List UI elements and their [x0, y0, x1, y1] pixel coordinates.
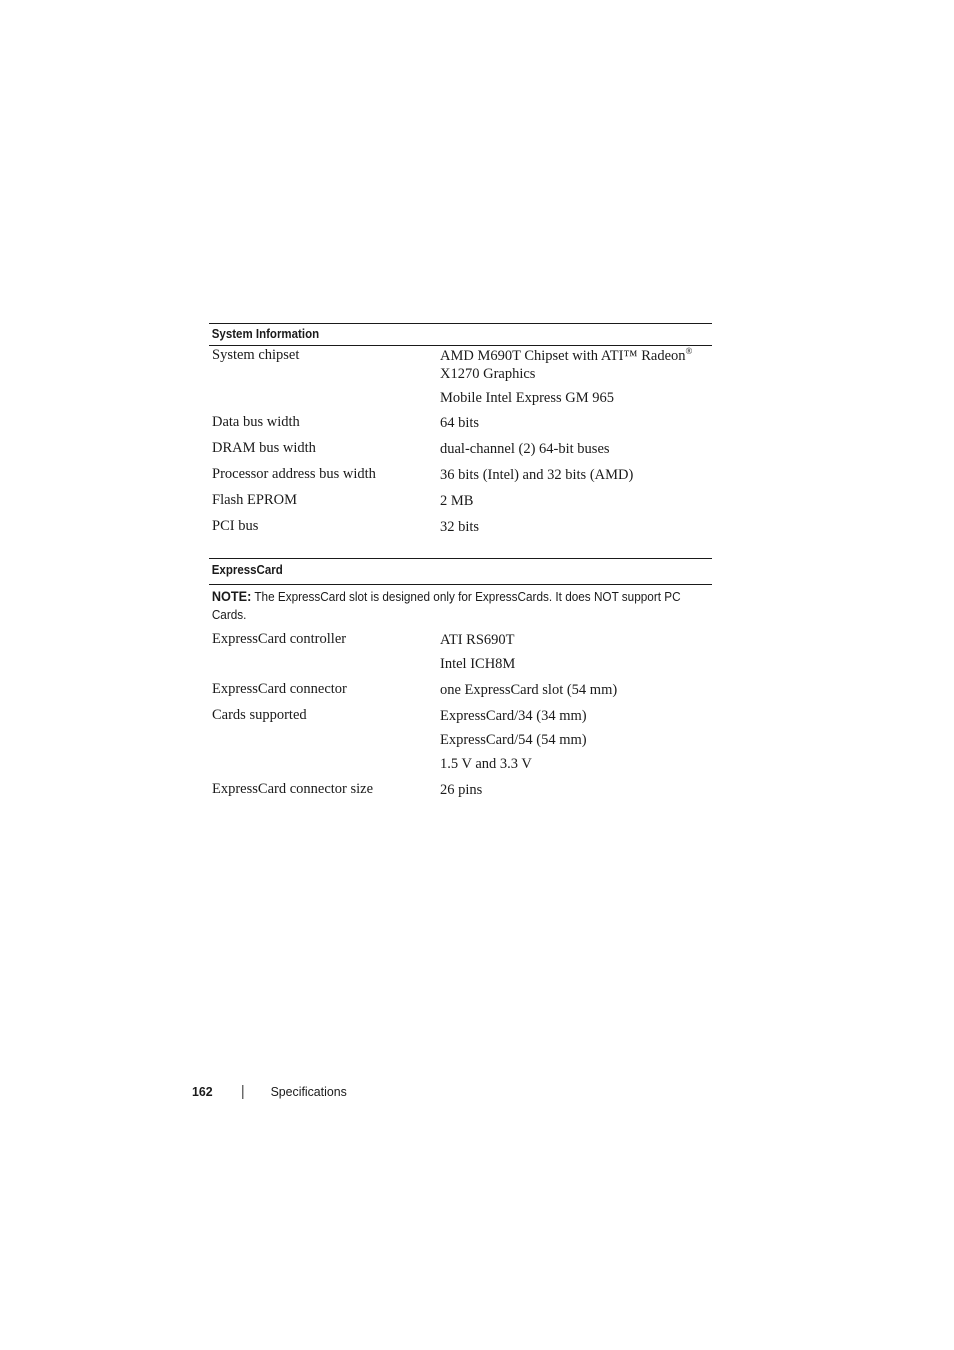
footer-section-title: Specifications	[270, 1084, 347, 1099]
spec-label: ExpressCard connector size	[212, 781, 374, 797]
spec-value: 1.5 V and 3.3 V	[440, 756, 532, 772]
spec-value: Mobile Intel Express GM 965	[440, 390, 614, 406]
spec-row-system-chipset	[209, 347, 712, 407]
note-label: NOTE:	[211, 589, 252, 604]
section-heading: System Information	[211, 327, 320, 341]
spec-value: Intel ICH8M	[440, 656, 516, 672]
spec-row-expresscard-connector-size	[209, 781, 712, 799]
spec-label: ExpressCard connector	[212, 681, 347, 697]
spec-label: Flash EPROM	[212, 492, 298, 508]
spec-value: ATI RS690T	[440, 632, 515, 648]
spec-row-expresscard-controller	[209, 631, 712, 673]
spec-row-expresscard-connector	[209, 681, 712, 699]
spec-row-flash-eprom	[209, 492, 712, 510]
spec-value: dual-channel (2) 64-bit buses	[440, 441, 610, 457]
footer-divider	[242, 1085, 243, 1099]
page-number: 162	[192, 1084, 213, 1099]
system-information-section	[209, 323, 712, 536]
spec-value: 64 bits	[440, 415, 480, 431]
spec-label: PCI bus	[212, 518, 259, 534]
note-text: NOTE: The ExpressCard slot is designed only for ExpressCards. It does NOT support PC Cards.	[211, 589, 681, 622]
spec-label: Cards supported	[212, 707, 307, 723]
spec-label: System chipset	[212, 347, 300, 363]
page-footer	[192, 1084, 347, 1099]
spec-row-data-bus-width	[209, 414, 712, 432]
spec-row-pci-bus	[209, 518, 712, 536]
spec-row-processor-address-bus-width	[209, 466, 712, 484]
spec-value: one ExpressCard slot (54 mm)	[440, 682, 618, 698]
spec-label: ExpressCard controller	[212, 631, 347, 647]
section-heading: ExpressCard	[211, 563, 283, 577]
spec-label: Data bus width	[212, 414, 300, 430]
heading-rule	[209, 345, 712, 346]
spec-value: X1270 Graphics	[440, 366, 536, 382]
spec-label: Processor address bus width	[212, 466, 376, 482]
spec-value: 26 pins	[440, 782, 483, 798]
spec-value: AMD M690T Chipset with ATI™ Radeon®	[440, 346, 693, 364]
registered-mark: ®	[685, 346, 693, 357]
spec-label: DRAM bus width	[212, 440, 316, 456]
spec-row-cards-supported	[209, 707, 712, 773]
expresscard-section	[209, 558, 712, 799]
spec-value: 2 MB	[440, 493, 474, 509]
spec-value: ExpressCard/54 (54 mm)	[440, 732, 587, 748]
spec-value: 32 bits	[440, 519, 480, 535]
spec-row-dram-bus-width	[209, 440, 712, 458]
spec-value: 36 bits (Intel) and 32 bits (AMD)	[440, 467, 634, 483]
spec-value: ExpressCard/34 (34 mm)	[440, 708, 587, 724]
